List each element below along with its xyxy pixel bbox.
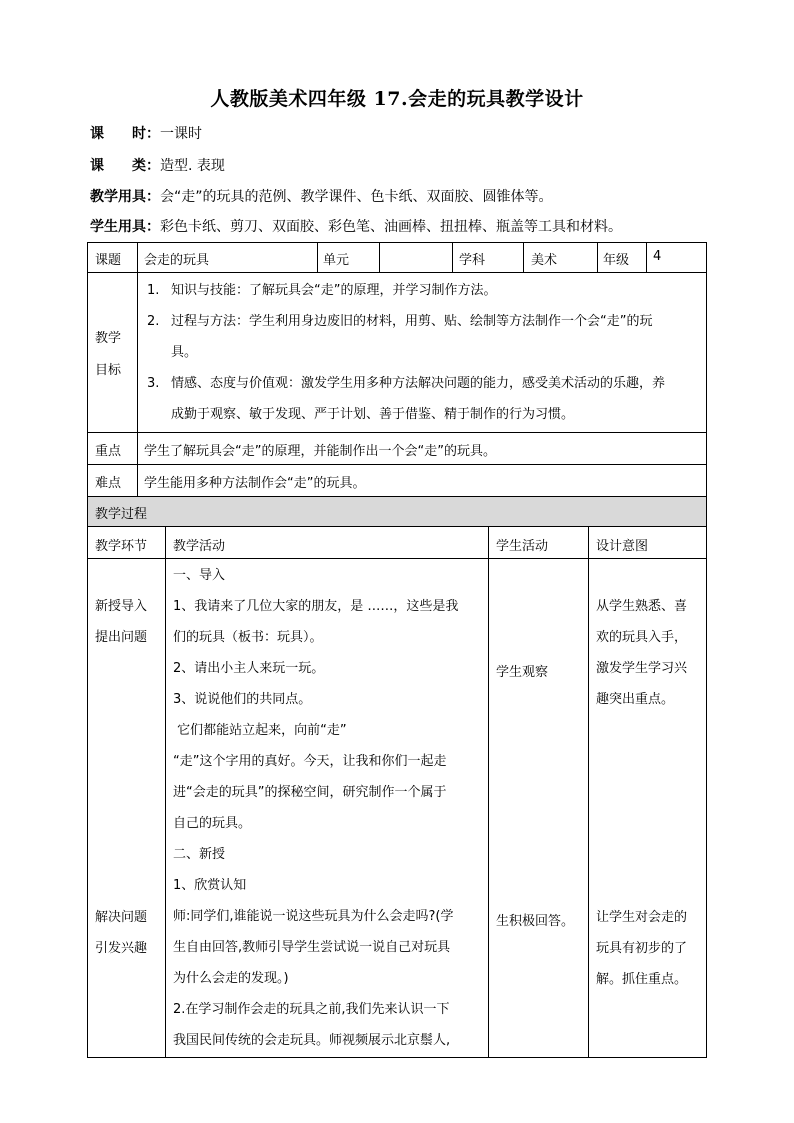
objectives-list xyxy=(147,275,702,430)
activity-list xyxy=(173,560,458,1056)
intent-line: 解。抓住重点。 xyxy=(596,972,688,987)
intent-line: 让学生对会走的 xyxy=(596,910,688,925)
meta-label: 课 时： xyxy=(90,126,160,142)
intent-line: 玩具有初步的了 xyxy=(596,941,688,956)
subject-value: 美术 xyxy=(531,253,558,268)
activity-line: 我国民间传统的会走玩具。师视频展示北京鬃人, xyxy=(173,1033,451,1048)
meta-value: 会“走”的玩具的范例、教学课件、色卡纸、双面胶、圆锥体等。 xyxy=(160,189,553,205)
phase-line: 引发兴趣 xyxy=(95,941,148,956)
intent-line: 从学生熟悉、喜 xyxy=(596,599,688,614)
grade-label: 年级 xyxy=(603,253,630,268)
unit-label: 单元 xyxy=(323,253,350,268)
objectives-label-line1: 教学 xyxy=(95,331,122,346)
grade-value: 4 xyxy=(653,249,662,264)
activity-line: 师:同学们,谁能说一说这些玩具为什么会走吗?(学 xyxy=(173,909,454,924)
activity-line: 它们都能站立起来，向前“走” xyxy=(173,723,347,738)
activity-line: 一、导入 xyxy=(173,568,226,583)
topic-label: 课题 xyxy=(95,253,122,268)
activity-line: 自己的玩具。 xyxy=(173,816,252,831)
column-header-intent: 设计意图 xyxy=(596,539,649,554)
meta-teaching-aids xyxy=(90,187,553,207)
activity-line: 2、请出小主人来玩一玩。 xyxy=(173,661,325,676)
activity-line: 进“会走的玩具”的探秘空间，研究制作一个属于 xyxy=(173,785,447,800)
activity-line: 3、说说他们的共同点。 xyxy=(173,692,312,707)
process-heading-band xyxy=(87,496,707,526)
objective-number: 2. xyxy=(147,314,160,329)
activity-line: 2.在学习制作会走的玩具之前,我们先来认识一下 xyxy=(173,1002,450,1017)
activity-line: 1、欣赏认知 xyxy=(173,878,247,893)
objective-item xyxy=(147,306,702,337)
column-header-activity: 教学活动 xyxy=(173,539,226,554)
activity-line: 1、我请来了几位大家的朋友，是 ……，这些是我 xyxy=(173,599,459,614)
objective-text-continued: 具。 xyxy=(171,345,198,360)
activity-line: 生自由回答,教师引导学生尝试说一说自己对玩具 xyxy=(173,940,451,955)
activity-line: 二、新授 xyxy=(173,847,226,862)
meta-label: 教学用具： xyxy=(90,189,160,205)
meta-student-materials xyxy=(90,217,622,237)
column-header-student: 学生活动 xyxy=(496,539,549,554)
objective-number: 1. xyxy=(147,283,160,298)
process-heading: 教学过程 xyxy=(95,507,148,522)
phase-intro xyxy=(95,591,147,653)
objective-item xyxy=(147,275,702,306)
phase-line: 新授导入 xyxy=(95,599,148,614)
activity-line: 们的玩具（板书：玩具）。 xyxy=(173,630,323,645)
intent-line: 趣突出重点。 xyxy=(596,692,675,707)
objective-text: 过程与方法：学生利用身边废旧的材料，用剪、贴、绘制等方法制作一个会“走”的玩 xyxy=(171,314,653,329)
topic-value: 会走的玩具 xyxy=(144,253,210,268)
meta-value: 一课时 xyxy=(160,126,202,142)
meta-value: 彩色卡纸、剪刀、双面胶、彩色笔、油画棒、扭扭棒、瓶盖等工具和材料。 xyxy=(160,219,622,235)
activity-line: 为什么会走的发现。) xyxy=(173,971,289,986)
intent-line: 激发学生学习兴 xyxy=(596,661,688,676)
subject-label: 学科 xyxy=(459,253,486,268)
intent-intro xyxy=(596,591,687,715)
objective-text-continued: 成勤于观察、敏于发现、严于计划、善于借鉴、精于制作的行为习惯。 xyxy=(171,407,575,422)
column-header-phase: 教学环节 xyxy=(95,539,148,554)
phase-line: 解决问题 xyxy=(95,910,148,925)
meta-label: 课 类： xyxy=(90,158,160,174)
objective-text: 知识与技能：了解玩具会“走”的原理，并学习制作方法。 xyxy=(171,283,497,298)
key-point-label: 重点 xyxy=(95,444,122,459)
objective-text: 情感、态度与价值观：激发学生用多种方法解决问题的能力，感受美术活动的乐趣，养 xyxy=(171,376,666,391)
intent-solve xyxy=(596,902,687,995)
phase-solve xyxy=(95,902,147,964)
meta-lesson-hours xyxy=(90,124,202,144)
meta-value: 造型. 表现 xyxy=(160,158,225,174)
objective-item xyxy=(147,368,702,399)
activity-line: “走”这个字用的真好。今天，让我和你们一起走 xyxy=(173,754,447,769)
difficulty-text: 学生能用多种方法制作会“走”的玩具。 xyxy=(144,476,366,491)
meta-label: 学生用具： xyxy=(90,219,160,235)
intent-line: 欢的玩具入手， xyxy=(596,630,688,645)
key-point-text: 学生了解玩具会“走”的原理，并能制作出一个会“走”的玩具。 xyxy=(144,444,496,459)
objective-number: 3. xyxy=(147,376,160,391)
phase-line: 提出问题 xyxy=(95,630,148,645)
difficulty-label: 难点 xyxy=(95,476,122,491)
lesson-table xyxy=(87,242,707,1058)
objectives-label-line2: 目标 xyxy=(95,363,122,378)
page-title: 人教版美术四年级 17.会走的玩具教学设计 xyxy=(210,88,584,110)
meta-lesson-type xyxy=(90,156,225,176)
student-activity-answer: 生积极回答。 xyxy=(496,914,575,929)
student-activity-observe: 学生观察 xyxy=(496,665,549,680)
